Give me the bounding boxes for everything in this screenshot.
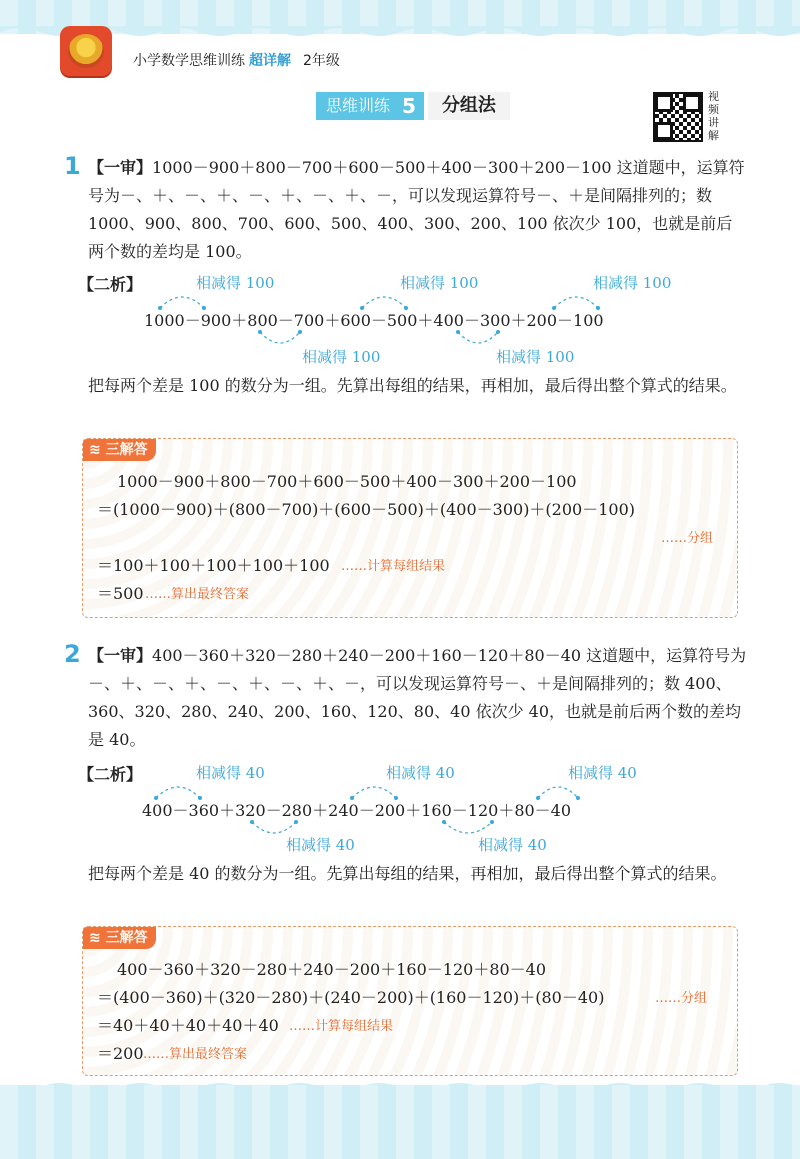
arc-label: 相减得 100 bbox=[593, 274, 672, 292]
top-wave-divider bbox=[0, 26, 800, 42]
answer-note: ……算出最终答案 bbox=[145, 587, 250, 602]
qr-finder-bottom-left bbox=[655, 122, 673, 140]
lesson-number: 5 bbox=[400, 92, 424, 120]
arc-label: 相减得 100 bbox=[302, 348, 381, 366]
answer-note: ……分组 bbox=[661, 531, 714, 546]
arc-label: 相减得 100 bbox=[496, 348, 575, 366]
arc-label: 相减得 40 bbox=[386, 764, 455, 782]
publisher-logo bbox=[60, 26, 112, 76]
arc-label: 相减得 40 bbox=[478, 836, 547, 854]
qr-finder-top-right bbox=[683, 94, 701, 112]
series-highlight: 超详解 bbox=[249, 53, 291, 69]
answer-line: ＝200 bbox=[97, 1044, 144, 1063]
answer-line: 400－360＋320－280＋240－200＋160－120＋80－40 bbox=[117, 960, 547, 979]
qr-finder-top-left bbox=[655, 94, 673, 112]
series-title: 小学数学思维训练 bbox=[133, 53, 245, 69]
step-analysis-tag: 【二析】 bbox=[78, 275, 143, 294]
arc-label: 相减得 40 bbox=[286, 836, 355, 854]
lesson-title bbox=[316, 92, 510, 120]
answer-line: ＝(1000－900)＋(800－700)＋(600－500)＋(400－300)＋(200－100) bbox=[97, 500, 635, 519]
bottom-decorative-band bbox=[0, 1085, 800, 1159]
answer-line: 1000－900＋800－700＋600－500＋400－300＋200－100 bbox=[117, 472, 577, 491]
arc-label: 相减得 40 bbox=[196, 764, 265, 782]
answer-tag-label: 三解答 bbox=[105, 930, 148, 946]
lesson-name: 分组法 bbox=[428, 92, 510, 120]
answer-note: ……计算每组结果 bbox=[289, 1019, 394, 1034]
problem-2-review bbox=[88, 642, 748, 754]
lesson-label: 思维训练 bbox=[316, 92, 400, 120]
answer-line: ＝500 bbox=[97, 584, 144, 603]
answer-note: ……算出最终答案 bbox=[143, 1047, 248, 1062]
video-explanation-label: 视频讲解 bbox=[708, 90, 719, 142]
running-header bbox=[133, 50, 340, 70]
problem-number: 2 bbox=[64, 640, 81, 668]
step-analysis-tag: 【二析】 bbox=[78, 765, 143, 784]
step-review-text: 1000－900＋800－700＋600－500＋400－300＋200－100 这道题中，运算符号为－、＋、－、＋、－、＋、－、＋、－，可以发现运算符号－、＋是间隔排列的；数 1000、900、800、700、600、500、400、300、200、100 依次少 100，也就是前后两个数的差均是 100。 bbox=[88, 158, 745, 261]
grade-label: 2年级 bbox=[303, 53, 340, 69]
step-review-tag: 【一审】 bbox=[88, 646, 153, 665]
answer-tag: ≋ 三解答 bbox=[83, 439, 156, 461]
answer-tag-label: 三解答 bbox=[105, 442, 148, 458]
problem-2-analysis-text: 把每两个差是 40 的数分为一组。先算出每组的结果，再相加，最后得出整个算式的结果。 bbox=[88, 864, 727, 883]
answer-line: ＝40＋40＋40＋40＋40 bbox=[97, 1016, 279, 1035]
step-review-tag: 【一审】 bbox=[88, 158, 153, 177]
step-review-text: 400－360＋320－280＋240－200＋160－120＋80－40 这道题中，运算符号为－、＋、－、＋、－、＋、－、＋、－，可以发现运算符号－、＋是间隔排列的；数 400、360、320、280、240、200、160、120、80、40 依次少 40，也就是前后两个数的差均是 40。 bbox=[88, 646, 747, 749]
problem-2-expression: 400－360＋320－280＋240－200＋160－120＋80－40 bbox=[142, 801, 572, 820]
answer-tag: ≋ 三解答 bbox=[83, 927, 156, 949]
problem-1-expression: 1000－900＋800－700＋600－500＋400－300＋200－100 bbox=[144, 311, 604, 330]
answer-line: ＝100＋100＋100＋100＋100 bbox=[97, 556, 330, 575]
problem-1-review bbox=[88, 154, 748, 266]
answer-note: ……分组 bbox=[655, 991, 708, 1006]
arc-label: 相减得 100 bbox=[400, 274, 479, 292]
answer-note: ……计算每组结果 bbox=[341, 559, 446, 574]
problem-1-answer-box bbox=[82, 438, 738, 618]
answer-line: ＝(400－360)＋(320－280)＋(240－200)＋(160－120)＋(80－40) bbox=[97, 988, 605, 1007]
problem-number: 1 bbox=[64, 152, 81, 180]
arc-label: 相减得 40 bbox=[568, 764, 637, 782]
arc-label: 相减得 100 bbox=[196, 274, 275, 292]
problem-2-answer-box bbox=[82, 926, 738, 1076]
problem-1-analysis-text: 把每两个差是 100 的数分为一组。先算出每组的结果，再相加，最后得出整个算式的结果。 bbox=[88, 376, 737, 395]
